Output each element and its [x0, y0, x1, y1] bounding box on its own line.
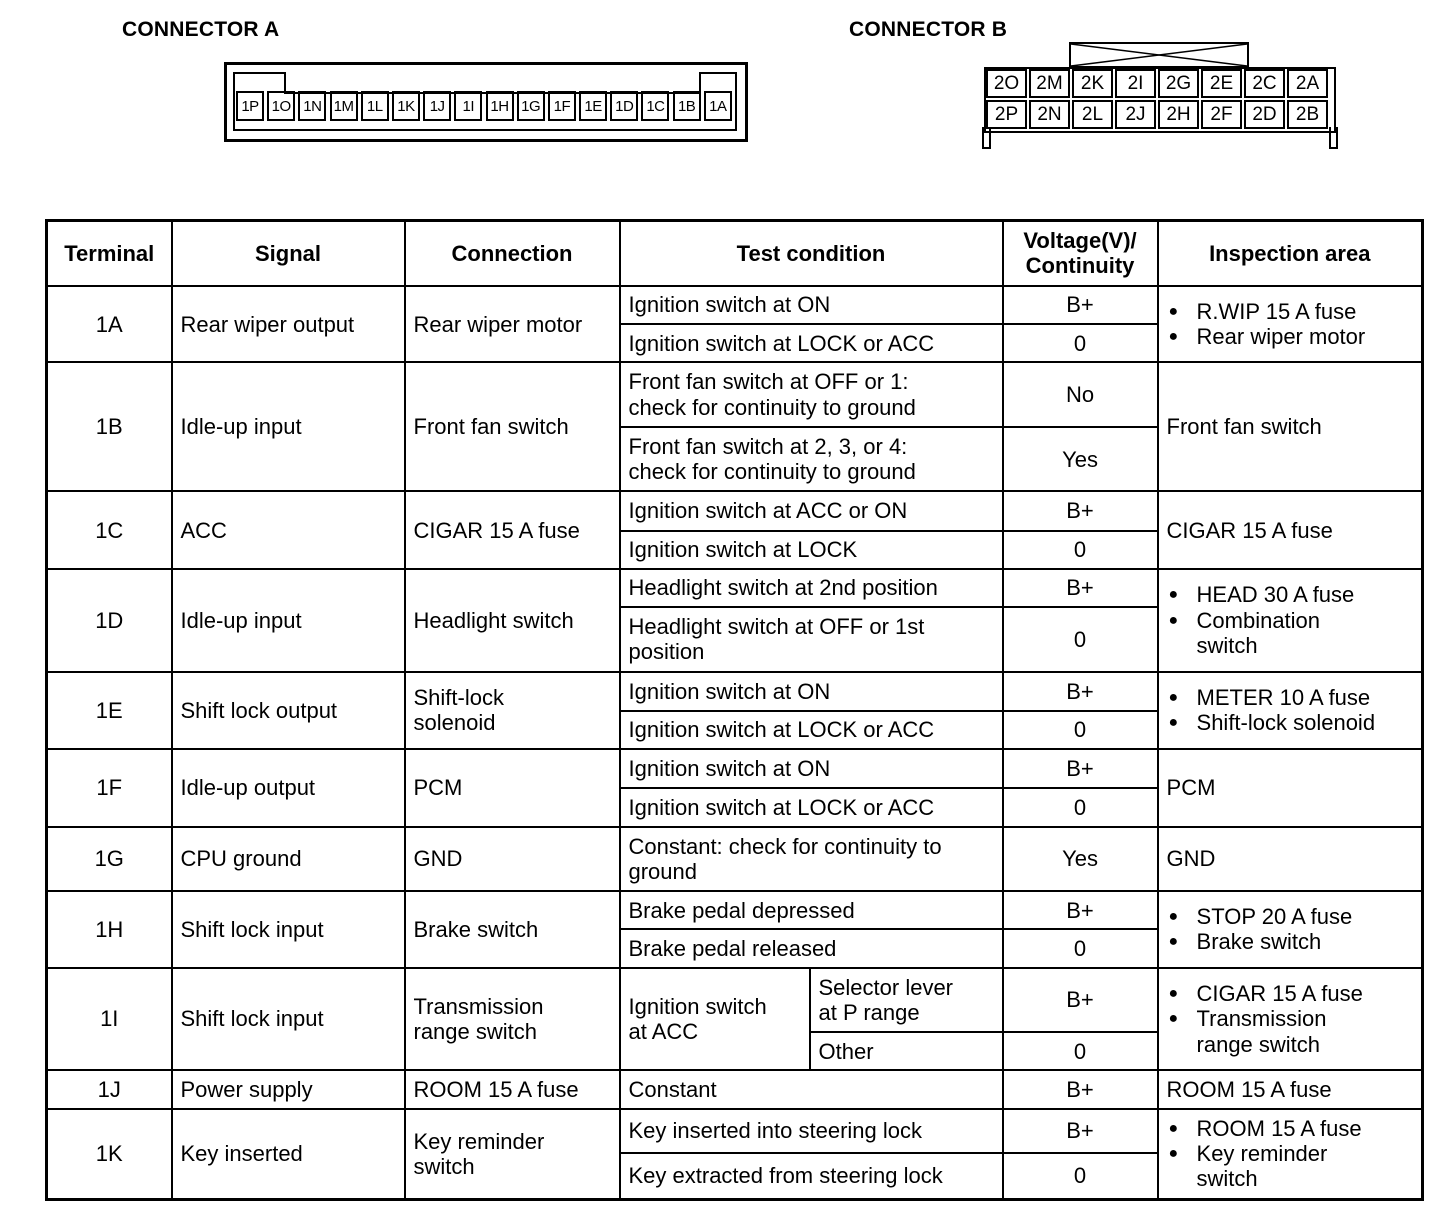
inspection-area-cell: ROOM 15 A fuse: [1158, 1070, 1423, 1108]
test-condition-cell: Ignition switch at LOCK: [620, 531, 1003, 569]
signal-cell: Idle-up output: [172, 749, 405, 827]
inspection-area-cell: PCM: [1158, 749, 1423, 827]
pin-2d: 2D: [1244, 100, 1285, 129]
pin-2g: 2G: [1158, 69, 1199, 98]
inspection-area-cell: [1158, 569, 1423, 672]
pin-2c: 2C: [1244, 69, 1285, 98]
signal-cell: Idle-up input: [172, 569, 405, 672]
test-condition-cell: Front fan switch at 2, 3, or 4: check for continuity to ground: [620, 427, 1003, 491]
test-condition-cell: Ignition switch at ACC or ON: [620, 491, 1003, 530]
test-condition-cell: Key inserted into steering lock: [620, 1109, 1003, 1153]
test-condition-cell: Ignition switch at LOCK or ACC: [620, 788, 1003, 826]
connection-cell: Key reminder switch: [405, 1109, 620, 1200]
inspection-area-cell: GND: [1158, 827, 1423, 891]
terminal-cell: 1B: [47, 362, 172, 491]
pin-1o: 1O: [267, 91, 295, 121]
pin-2i: 2I: [1115, 69, 1156, 98]
pin-1e: 1E: [579, 91, 607, 121]
pin-2l: 2L: [1072, 100, 1113, 129]
test-condition-cell: Ignition switch at LOCK or ACC: [620, 324, 1003, 362]
table-row: [47, 749, 1423, 788]
pin-1k: 1K: [392, 91, 420, 121]
table-row: [47, 286, 1423, 324]
pin-1a: 1A: [704, 91, 732, 121]
pin-2h: 2H: [1158, 100, 1199, 129]
terminal-cell: 1E: [47, 672, 172, 750]
inspection-area-cell: Front fan switch: [1158, 362, 1423, 491]
list-item: ● HEAD 30 A fuse: [1167, 582, 1414, 607]
header-connection: Connection: [405, 221, 620, 286]
voltage-cell: B+: [1003, 491, 1158, 530]
pin-1l: 1L: [361, 91, 389, 121]
voltage-cell: 0: [1003, 1032, 1158, 1070]
list-item: ● STOP 20 A fuse: [1167, 904, 1414, 929]
table-row: [47, 491, 1423, 530]
list-item: ● ROOM 15 A fuse: [1167, 1116, 1414, 1141]
voltage-cell: B+: [1003, 1070, 1158, 1108]
pin-1m: 1M: [330, 91, 358, 121]
pin-2o: 2O: [986, 69, 1027, 98]
list-item: ● Combination switch: [1167, 608, 1414, 659]
terminal-cell: 1C: [47, 491, 172, 569]
terminal-inspection-table: [45, 219, 1424, 1201]
terminal-cell: 1H: [47, 891, 172, 968]
pin-1i: 1I: [454, 91, 482, 121]
connector-b-latch-icon: [1069, 42, 1249, 68]
pin-1d: 1D: [610, 91, 638, 121]
voltage-cell: No: [1003, 362, 1158, 426]
test-condition-cell: Ignition switch at ON: [620, 286, 1003, 324]
test-condition-cell: Headlight switch at OFF or 1st position: [620, 607, 1003, 671]
pin-2f: 2F: [1201, 100, 1242, 129]
signal-cell: Power supply: [172, 1070, 405, 1108]
list-item: ● Shift-lock solenoid: [1167, 710, 1414, 735]
pin-2k: 2K: [1072, 69, 1113, 98]
voltage-cell: 0: [1003, 531, 1158, 569]
inspection-area-cell: CIGAR 15 A fuse: [1158, 491, 1423, 569]
voltage-cell: 0: [1003, 1153, 1158, 1200]
voltage-cell: 0: [1003, 711, 1158, 749]
signal-cell: Rear wiper output: [172, 286, 405, 363]
terminal-cell: 1F: [47, 749, 172, 827]
connector-a-diagram: [224, 62, 748, 142]
test-condition-cell: Brake pedal depressed: [620, 891, 1003, 929]
pin-1h: 1H: [486, 91, 514, 121]
table-row: [47, 672, 1423, 711]
connection-cell: CIGAR 15 A fuse: [405, 491, 620, 569]
table-row: [47, 1070, 1423, 1108]
test-condition-cell: Front fan switch at OFF or 1: check for continuity to ground: [620, 362, 1003, 426]
test-subcondition-cell: Selector lever at P range: [810, 968, 1003, 1032]
table-row: [47, 569, 1423, 607]
signal-cell: Idle-up input: [172, 362, 405, 491]
pin-1c: 1C: [641, 91, 669, 121]
terminal-cell: 1A: [47, 286, 172, 363]
test-condition-cell: Constant: check for continuity to ground: [620, 827, 1003, 891]
pin-1b: 1B: [673, 91, 701, 121]
inspection-area-cell: [1158, 968, 1423, 1071]
list-item: ● R.WIP 15 A fuse: [1167, 299, 1414, 324]
signal-cell: Shift lock output: [172, 672, 405, 750]
inspection-area-cell: [1158, 286, 1423, 363]
connection-cell: Transmission range switch: [405, 968, 620, 1071]
terminal-cell: 1J: [47, 1070, 172, 1108]
connector-b-title: CONNECTOR B: [849, 18, 1008, 41]
test-condition-cell: Headlight switch at 2nd position: [620, 569, 1003, 607]
test-condition-cell: Ignition switch at LOCK or ACC: [620, 711, 1003, 749]
terminal-cell: 1I: [47, 968, 172, 1071]
pin-2a: 2A: [1287, 69, 1328, 98]
voltage-cell: Yes: [1003, 427, 1158, 491]
pin-2m: 2M: [1029, 69, 1070, 98]
connector-a-title: CONNECTOR A: [122, 18, 280, 41]
test-condition-cell: Brake pedal released: [620, 929, 1003, 967]
pin-1n: 1N: [298, 91, 326, 121]
list-item: ● Transmission range switch: [1167, 1006, 1414, 1057]
connection-cell: Shift-lock solenoid: [405, 672, 620, 750]
list-item: ● Key reminder switch: [1167, 1141, 1414, 1192]
test-condition-cell: Ignition switch at ON: [620, 749, 1003, 788]
pin-2n: 2N: [1029, 100, 1070, 129]
connection-cell: Brake switch: [405, 891, 620, 968]
test-condition-cell: Ignition switch at ON: [620, 672, 1003, 711]
connection-cell: Rear wiper motor: [405, 286, 620, 363]
voltage-cell: B+: [1003, 569, 1158, 607]
voltage-cell: 0: [1003, 929, 1158, 967]
table-row: [47, 891, 1423, 929]
pin-1p: 1P: [236, 91, 264, 121]
header-test-condition: Test condition: [620, 221, 1003, 286]
test-condition-cell: Constant: [620, 1070, 1003, 1108]
connector-a-pins: [236, 91, 735, 121]
header-voltage: Voltage(V)/ Continuity: [1003, 221, 1158, 286]
list-item: ● METER 10 A fuse: [1167, 685, 1414, 710]
voltage-cell: B+: [1003, 891, 1158, 929]
voltage-cell: 0: [1003, 324, 1158, 362]
inspection-area-cell: [1158, 672, 1423, 750]
voltage-cell: B+: [1003, 286, 1158, 324]
signal-cell: Key inserted: [172, 1109, 405, 1200]
table-row: [47, 968, 1423, 1032]
test-condition-cell: Key extracted from steering lock: [620, 1153, 1003, 1200]
connector-b-left-leg: [982, 127, 991, 149]
voltage-cell: B+: [1003, 749, 1158, 788]
terminal-cell: 1D: [47, 569, 172, 672]
voltage-cell: B+: [1003, 672, 1158, 711]
connection-cell: Front fan switch: [405, 362, 620, 491]
pin-2p: 2P: [986, 100, 1027, 129]
list-item: ● Rear wiper motor: [1167, 324, 1414, 349]
list-item: ● Brake switch: [1167, 929, 1414, 954]
voltage-cell: Yes: [1003, 827, 1158, 891]
connector-b-right-leg: [1329, 127, 1338, 149]
connection-cell: Headlight switch: [405, 569, 620, 672]
pin-2j: 2J: [1115, 100, 1156, 129]
pin-1j: 1J: [423, 91, 451, 121]
table-row: [47, 1109, 1423, 1153]
inspection-area-cell: [1158, 1109, 1423, 1200]
voltage-cell: 0: [1003, 788, 1158, 826]
list-item: ● CIGAR 15 A fuse: [1167, 981, 1414, 1006]
voltage-cell: 0: [1003, 607, 1158, 671]
test-subcondition-cell: Other: [810, 1032, 1003, 1070]
terminal-cell: 1G: [47, 827, 172, 891]
voltage-cell: B+: [1003, 968, 1158, 1032]
table-row: [47, 362, 1423, 426]
inspection-area-cell: [1158, 891, 1423, 968]
pin-1f: 1F: [548, 91, 576, 121]
voltage-cell: B+: [1003, 1109, 1158, 1153]
pin-2e: 2E: [1201, 69, 1242, 98]
connector-b-pins: [986, 69, 1328, 129]
pin-2b: 2B: [1287, 100, 1328, 129]
signal-cell: CPU ground: [172, 827, 405, 891]
test-condition-cell: Ignition switch at ACC: [620, 968, 810, 1071]
signal-cell: Shift lock input: [172, 968, 405, 1071]
signal-cell: ACC: [172, 491, 405, 569]
table-row: [47, 827, 1423, 891]
connection-cell: PCM: [405, 749, 620, 827]
pin-1g: 1G: [517, 91, 545, 121]
signal-cell: Shift lock input: [172, 891, 405, 968]
terminal-cell: 1K: [47, 1109, 172, 1200]
header-inspection-area: Inspection area: [1158, 221, 1423, 286]
header-terminal: Terminal: [47, 221, 172, 286]
header-signal: Signal: [172, 221, 405, 286]
connection-cell: GND: [405, 827, 620, 891]
table-header-row: [47, 221, 1423, 286]
connector-b-diagram: [980, 42, 1342, 154]
connection-cell: ROOM 15 A fuse: [405, 1070, 620, 1108]
